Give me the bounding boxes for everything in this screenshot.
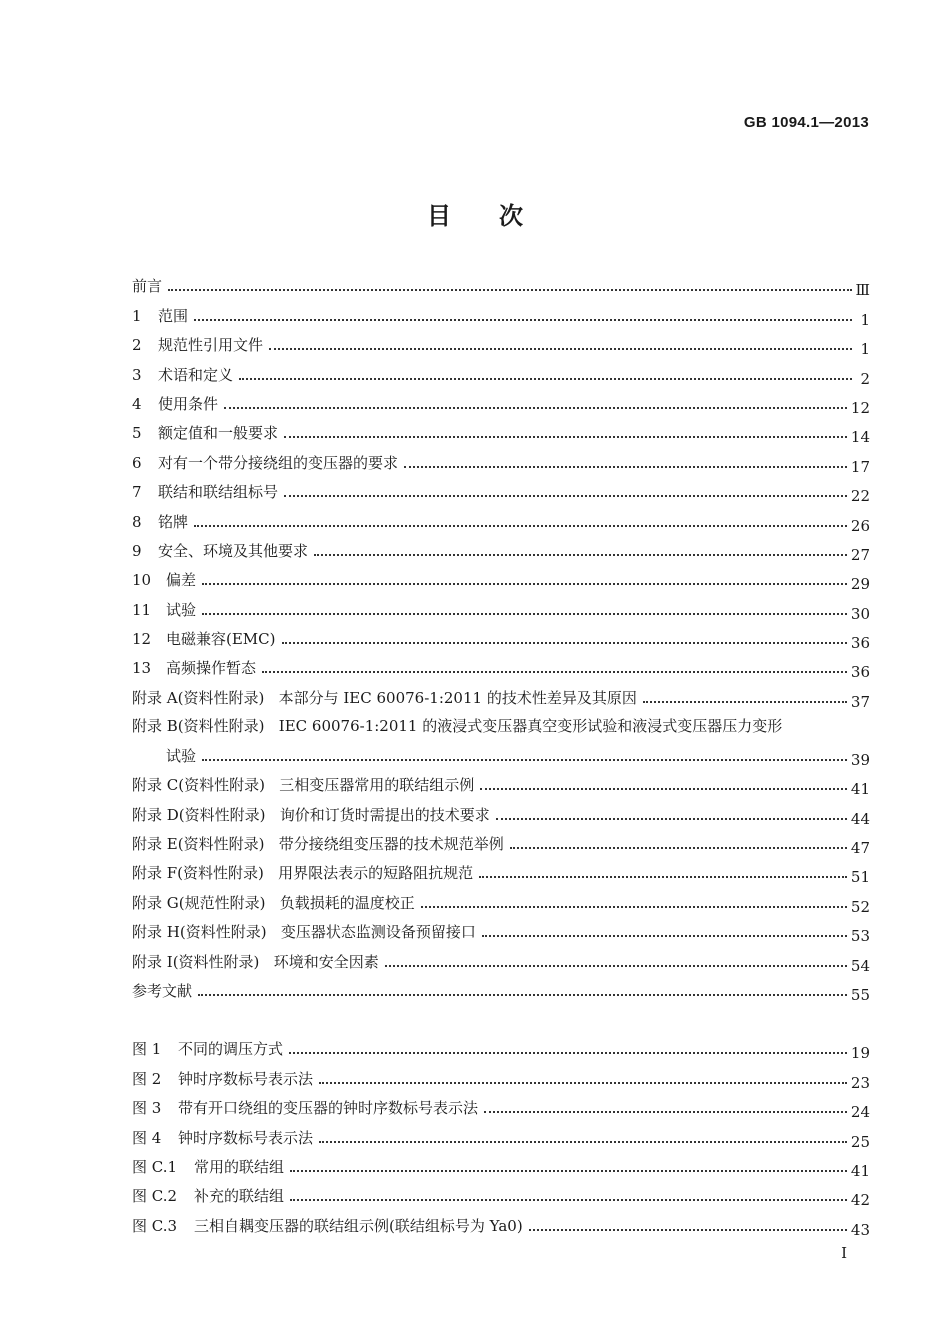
toc-page: 17 [850,457,870,476]
toc-entry-13[interactable] [132,654,870,683]
toc-number: 13 [132,659,152,678]
dot-leader [319,1082,847,1084]
toc-page: 14 [850,428,870,447]
toc-label: 试验 [166,600,197,619]
toc-label: 范围 [158,306,189,325]
dot-leader [314,554,847,556]
toc-page: 55 [850,985,870,1004]
toc-entry-12[interactable] [132,625,870,654]
toc-label: 偏差 [166,571,197,590]
toc-number: 7 [132,483,142,502]
toc-label: 安全、环境及其他要求 [158,541,309,560]
toc-label: 不同的调压方式 [178,1040,284,1059]
toc-entry-figure-3[interactable] [132,1094,870,1123]
toc-entry-4[interactable] [132,390,870,419]
toc-entry-7[interactable] [132,478,870,507]
table-of-contents [132,272,870,1241]
dot-leader [421,906,847,908]
toc-entry-5[interactable] [132,419,870,448]
toc-label-continued: 试验 [166,746,197,765]
toc-label: 铭牌 [158,512,189,531]
toc-page: 41 [850,780,870,799]
toc-entry-6[interactable] [132,448,870,477]
dot-leader [510,847,847,849]
section-gap [132,1006,870,1035]
toc-label: 钟时序数标号表示法 [178,1128,314,1147]
dot-leader [202,613,847,615]
toc-number: 1 [132,306,142,325]
toc-entry-1[interactable] [132,301,870,330]
dot-leader [479,876,847,878]
toc-label: 附录 C(资料性附录) 三相变压器常用的联结组示例 [132,776,475,795]
toc-label: 前言 [132,277,163,296]
figure-number: 图 C.2 [132,1187,178,1206]
toc-page: 37 [850,692,870,711]
figure-number: 图 1 [132,1040,162,1059]
toc-entry-annex-b[interactable] [132,713,870,771]
dot-leader [404,466,847,468]
toc-number: 6 [132,453,142,472]
toc-entry-figure-1[interactable] [132,1035,870,1064]
dot-leader [198,994,847,996]
toc-page: 1 [860,310,870,329]
toc-label: 参考文献 [132,981,193,1000]
toc-entry-annex-i[interactable] [132,947,870,976]
dot-leader [224,407,847,409]
dot-leader [496,818,847,820]
toc-label: 常用的联结组 [194,1157,285,1176]
dot-leader [202,583,847,585]
toc-number: 10 [132,571,152,590]
toc-entry-figure-4[interactable] [132,1123,870,1152]
figure-number: 图 3 [132,1099,162,1118]
dot-leader [643,701,847,703]
toc-page: 24 [850,1103,870,1122]
toc-page: 42 [850,1191,870,1210]
toc-page: 51 [850,868,870,887]
toc-number: 9 [132,541,142,560]
toc-entry-annex-f[interactable] [132,859,870,888]
dot-leader [385,965,847,967]
toc-page: 26 [850,516,870,535]
toc-entry-9[interactable] [132,537,870,566]
figure-number: 图 C.1 [132,1157,178,1176]
toc-label: 三相自耦变压器的联结组示例(联结组标号为 Ya0) [194,1216,523,1235]
toc-label: 电磁兼容(EMC) [166,630,276,649]
toc-page: 12 [850,398,870,417]
toc-page: 2 [860,369,870,388]
dot-leader [289,1052,847,1054]
toc-label: 附录 A(资料性附录) 本部分与 IEC 60076-1:2011 的技术性差异及其原因 [132,688,637,707]
dot-leader [284,436,847,438]
toc-label: 附录 H(资料性附录) 变压器状态监测设备预留接口 [132,923,476,942]
figure-number: 图 C.3 [132,1216,178,1235]
toc-label: 对有一个带分接绕组的变压器的要求 [158,453,399,472]
toc-entry-figure-2[interactable] [132,1064,870,1093]
dot-leader [482,935,847,937]
toc-entry-8[interactable] [132,507,870,536]
toc-number: 2 [132,336,142,355]
toc-label: 附录 B(资料性附录) IEC 60076-1:2011 的液浸式变压器真空变形试验和液浸式变压器压力变形 [132,716,783,735]
toc-label: 附录 D(资料性附录) 询价和订货时需提出的技术要求 [132,805,490,824]
standard-code: GB 1094.1—2013 [743,114,869,131]
dot-leader [282,642,847,644]
toc-entry-annex-g[interactable] [132,888,870,917]
toc-entry-figure-c2[interactable] [132,1182,870,1211]
toc-label: 附录 E(资料性附录) 带分接绕组变压器的技术规范举例 [132,835,504,854]
dot-leader [239,378,852,380]
toc-entry-annex-e[interactable] [132,830,870,859]
toc-page: Ⅲ [855,281,870,300]
dot-leader [194,525,847,527]
toc-page: 53 [850,927,870,946]
dot-leader [269,348,852,350]
toc-entry-annex-c[interactable] [132,771,870,800]
toc-page: 30 [850,604,870,623]
toc-label: 规范性引用文件 [158,336,264,355]
toc-page: 43 [850,1220,870,1239]
toc-number: 3 [132,365,142,384]
toc-entry-3[interactable] [132,360,870,389]
toc-label: 术语和定义 [158,365,234,384]
toc-page: 52 [850,897,870,916]
toc-number: 4 [132,394,142,413]
toc-page: 27 [850,545,870,564]
dot-leader [480,788,847,790]
toc-entry-10[interactable] [132,566,870,595]
toc-entry-figure-c1[interactable] [132,1153,870,1182]
toc-page: 25 [850,1132,870,1151]
toc-number: 5 [132,424,142,443]
toc-entry-2[interactable] [132,331,870,360]
toc-page: 23 [850,1073,870,1092]
figure-number: 图 4 [132,1128,162,1147]
toc-page: 1 [860,340,870,359]
dot-leader [284,495,847,497]
toc-label: 联结和联结组标号 [158,483,279,502]
dot-leader [319,1141,847,1143]
toc-page: 44 [850,809,870,828]
dot-leader [168,289,852,291]
toc-entry-bibliography[interactable] [132,977,870,1006]
toc-page: 39 [850,750,870,769]
toc-label: 附录 F(资料性附录) 用界限法表示的短路阻抗规范 [132,864,474,883]
toc-page: 36 [850,663,870,682]
dot-leader [202,759,847,761]
toc-entry-foreword[interactable] [132,272,870,301]
toc-label: 附录 I(资料性附录) 环境和安全因素 [132,952,379,971]
toc-entry-figure-c3[interactable] [132,1211,870,1240]
dot-leader [262,671,847,673]
toc-label: 额定值和一般要求 [158,424,279,443]
dot-leader [290,1199,847,1201]
dot-leader [529,1229,847,1231]
toc-label: 补充的联结组 [194,1187,285,1206]
toc-page: 36 [850,634,870,653]
toc-page: 47 [850,839,870,858]
toc-entry-annex-h[interactable] [132,918,870,947]
dot-leader [290,1170,847,1172]
toc-number: 11 [132,600,152,619]
toc-number: 12 [132,630,152,649]
toc-label: 带有开口绕组的变压器的钟时序数标号表示法 [178,1099,479,1118]
toc-label: 高频操作暂态 [166,659,257,678]
toc-label: 附录 G(规范性附录) 负载损耗的温度校正 [132,893,415,912]
toc-page: 41 [850,1161,870,1180]
figure-number: 图 2 [132,1069,162,1088]
toc-page: 22 [850,487,870,506]
toc-page: 19 [850,1044,870,1063]
toc-page: 54 [850,956,870,975]
page-title: 目次 [427,202,571,230]
toc-entry-11[interactable] [132,595,870,624]
dot-leader [484,1111,847,1113]
toc-number: 8 [132,512,142,531]
dot-leader [194,319,852,321]
page-number: I [841,1244,847,1262]
toc-label: 使用条件 [158,394,219,413]
toc-page: 29 [850,575,870,594]
toc-label: 钟时序数标号表示法 [178,1069,314,1088]
toc-entry-annex-a[interactable] [132,683,870,712]
toc-entry-annex-d[interactable] [132,800,870,829]
